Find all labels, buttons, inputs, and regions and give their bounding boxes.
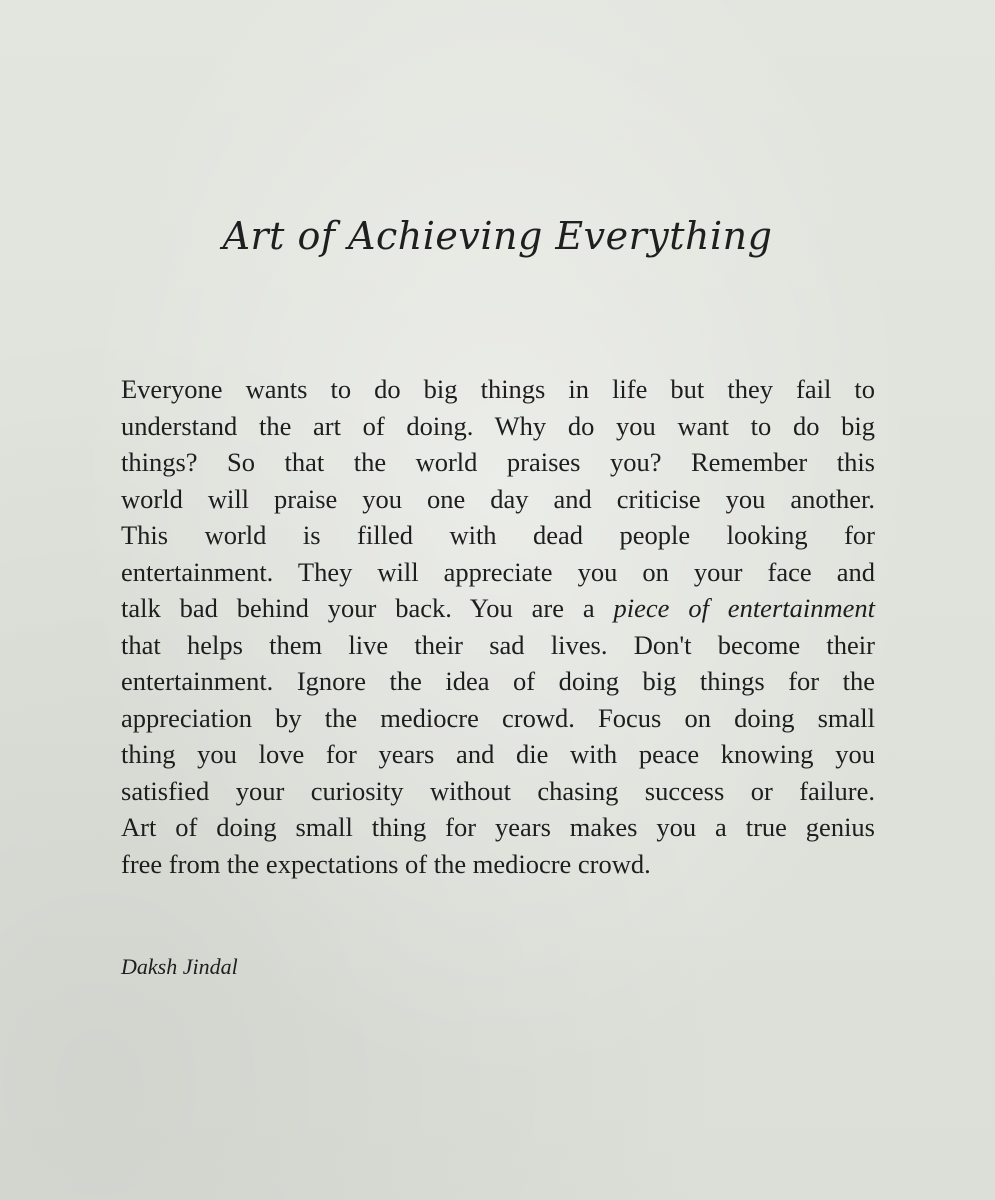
paragraph-line: Art of doing small thing for years makes you a true genius [121,812,875,842]
paragraph-line-start: talk bad behind your back. You are a [121,593,595,623]
paragraph-line: This world is filled with dead people looking for [121,520,875,550]
author-signature: Daksh Jindal [121,954,238,979]
paragraph-line: satisfied your curiosity without chasing success or failure. [121,775,875,806]
paragraph-line: world will praise you one day and criticise you another. [121,483,875,514]
paragraph-line: appreciation by the mediocre crowd. Focus on doing small [121,702,875,733]
paragraph-line: free from the expectations of the mediocre crowd. [121,848,651,879]
body-paragraph [121,371,875,882]
paragraph-line: entertainment. Ignore the idea of doing big things for the [121,666,875,696]
paragraph-line: things? So that the world praises you? Remember this [121,447,875,477]
paragraph-line: Everyone wants to do big things in life but they fail to [121,374,875,404]
emphasized-phrase: piece of entertainment [613,593,875,623]
page-title: Art of Achieving Everything [222,214,773,258]
paragraph-line-with-emphasis [121,590,875,627]
paragraph-line: thing you love for years and die with peace knowing you [121,739,875,769]
paragraph-line: understand the art of doing. Why do you want to do big [121,410,875,441]
paragraph-line: that helps them live their sad lives. Don't become their [121,629,875,660]
paragraph-line: entertainment. They will appreciate you on your face and [121,556,875,587]
